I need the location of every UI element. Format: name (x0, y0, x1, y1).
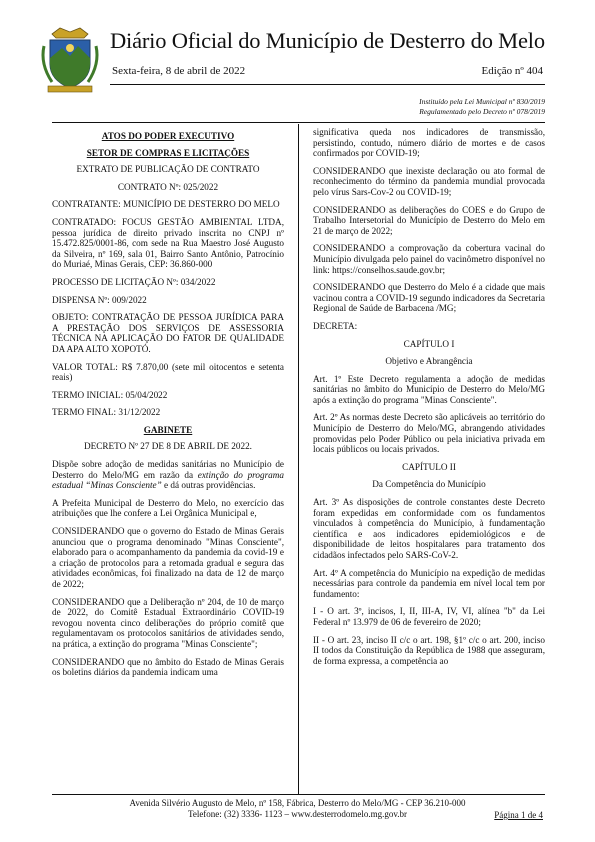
ementa-end: e dá outras providências. (161, 480, 256, 491)
article-2: Art. 2º As normas deste Decreto são aplicáveis ao território do Município de Desterro do Melo/MG, abrangendo atividades promovidas pelo Poder Público ou pela iniciativa privada em locais públicos ou locais privados. (313, 412, 545, 455)
chapter-1-title: Objetivo e Abrangência (385, 356, 473, 367)
legal-decree: Regulamentado pelo Decreto nº 078/2019 (419, 107, 545, 116)
columns-top-divider (52, 122, 545, 123)
termo-final: TERMO FINAL: 31/12/2022 (52, 407, 161, 418)
considerando-5: CONSIDERANDO as deliberações do COES e do Grupo de Trabalho Intersetorial do Município de Desterro do Melo em 21 de março de 2022; (313, 204, 545, 236)
contract-number: CONTRATO Nº: 025/2022 (117, 181, 219, 192)
chapter-1: CAPÍTULO I (403, 338, 455, 349)
considerando-7: CONSIDERANDO que Desterro do Melo é a cidade que mais vacinou contra a COVID-19 segundo indicadores da Secretaria Regional de Saúde de Barbacena /MG; (313, 282, 545, 314)
ementa-italic: extinção do programa estadual “Minas Consciente” (52, 469, 284, 491)
publication-date: Sexta-feira, 8 de abril de 2022 (112, 65, 246, 77)
subsection-title: SETOR DE COMPRAS E LICITAÇÕES (86, 147, 250, 158)
considerando-3-continuation: significativa queda nos indicadores de transmissão, persistindo, contudo, número diário de mortes e de casos confirmados por COVID-19; (313, 127, 545, 159)
gabinete-title: GABINETE (143, 424, 193, 435)
coat-of-arms-icon (38, 24, 102, 96)
ementa-main: Dispõe sobre adoção de medidas sanitárias no Município de Desterro do Melo/MG em razão da (52, 459, 284, 480)
decreto-ementa (52, 459, 284, 491)
contratante: CONTRATANTE: MUNICÍPIO DE DESTERRO DO MELO (52, 199, 280, 210)
page-title: Diário Oficial do Município de Desterro do Melo (110, 28, 545, 53)
dispensa: DISPENSA Nº: 009/2022 (52, 294, 147, 305)
right-column (313, 127, 545, 673)
column-divider (298, 124, 299, 794)
chapter-2: CAPÍTULO II (402, 461, 456, 472)
article-3: Art. 3º As disposições de controle constantes deste Decreto foram expedidas em conformidade com os fundamentos vinculados à competência do Município, à fundamentação científica e aos indicadores epidemiológicos e de disponibilidade de leitos hospitalares para tratamento dos cidadãos infectados pelo SARS-CoV-2. (313, 497, 545, 560)
considerando-2: CONSIDERANDO que a Deliberação nº 204, de 10 de março de 2022, do Comitê Estadual Extraordinário COVID-19 revogou noventa cinco deliberações do próprio comitê que regulamentavam os protocolos sanitários de atividades sendo, na prática, a extinção do programa "Minas Consciente"; (52, 596, 284, 649)
termo-inicial: TERMO INICIAL: 05/04/2022 (52, 389, 168, 400)
preamble: A Prefeita Municipal de Desterro do Melo, no exercício das atribuições que lhe confere a Lei Orgânica Municipal e, (52, 497, 284, 519)
inciso-2: II - O art. 23, inciso II c/c o art. 198, §1º c/c o art. 200, inciso II todos da Constituição da República de 1988 que asseguram, de forma expressa, a competência ao (313, 634, 545, 666)
considerando-3: CONSIDERANDO que no âmbito do Estado de Minas Gerais os boletins diários da pandemia indicam uma (52, 656, 284, 678)
header-divider (110, 84, 545, 85)
chapter-2-title: Da Competência do Município (372, 479, 486, 490)
article-1: Art. 1º Este Decreto regulamenta a adoção de medidas sanitárias no âmbito do Município de Desterro do Melo/MG após a extinção do programa "Minas Consciente". (313, 373, 545, 405)
valor-total: VALOR TOTAL: R$ 7.870,00 (sete mil oitocentos e setenta reais) (52, 361, 284, 383)
contratado: CONTRATADO: FOCUS GESTÃO AMBIENTAL LTDA, pessoa jurídica de direito privado inscrita no CNPJ nº 15.472.825/0001-86, com sede na Rua Maestro José Augusto da Silveira, nº 169, sala 01, Bairro Santo Antônio, Patrocínio do Muriaé, Minas Gerais, CEP: 36.860-000 (52, 216, 284, 270)
processo-licitacao: PROCESSO DE LICITAÇÃO Nº: 034/2022 (52, 276, 216, 287)
edition-number: Edição nº 404 (481, 65, 543, 77)
article-4: Art. 4º A competência do Município na expedição de medidas necessárias para controle da pandemia em nível local tem por fundamento: (313, 567, 545, 599)
considerando-4: CONSIDERANDO que inexiste declaração ou ato formal de reconhecimento do término da pandemia mundial provocada pelo vírus Sars-Cov-2 ou COVID-19; (313, 165, 545, 197)
legal-basis (419, 97, 545, 117)
footer-divider (52, 794, 545, 795)
section-title: ATOS DO PODER EXECUTIVO (101, 131, 235, 141)
considerando-6: CONSIDERANDO a comprovação da cobertura vacinal do Município divulgada pelo painel do vacinômetro disponível no link: https://conselhos.saude.gov.br; (313, 243, 545, 275)
footer-contact: Telefone: (32) 3336- 1123 – www.desterrodomelo.mg.gov.br (187, 809, 408, 819)
footer-address: Avenida Silvério Augusto de Melo, nº 158, Fábrica, Desterro do Melo/MG - CEP 36.210-000 (129, 798, 466, 808)
extract-title: EXTRATO DE PUBLICAÇÃO DE CONTRATO (76, 164, 260, 175)
decreta: DECRETA: (313, 320, 358, 331)
decreto-title: DECRETO Nº 27 DE 8 DE ABRIL DE 2022. (84, 441, 252, 452)
legal-law: Instituído pela Lei Municipal nº 830/2019 (419, 97, 545, 106)
left-column (52, 128, 284, 685)
objeto: OBJETO: CONTRATAÇÃO DE PESSOA JURÍDICA PARA A PRESTAÇÃO DOS SERVIÇOS DE ASSESSORIA TÉCNICA NA APLICAÇÃO DO FATOR DE QUALIDADE DA APA ALTO XOPOTÓ. (52, 312, 284, 354)
page-number: Página 1 de 4 (494, 810, 543, 820)
inciso-1: I - O art. 3º, incisos, I, II, III-A, IV, VI, alínea "b" da Lei Federal nº 13.979 de 06 de fevereiro de 2020; (313, 606, 545, 627)
considerando-1: CONSIDERANDO que o governo do Estado de Minas Gerais anunciou que o programa denominado "Minas Consciente", elaborado para o acompanhamento da pandemia da covid-19 e a criação de protocolos para a retomada gradual e segura das atividades econômicas, foi finalizado na data de 12 de março de 2022; (52, 526, 284, 589)
